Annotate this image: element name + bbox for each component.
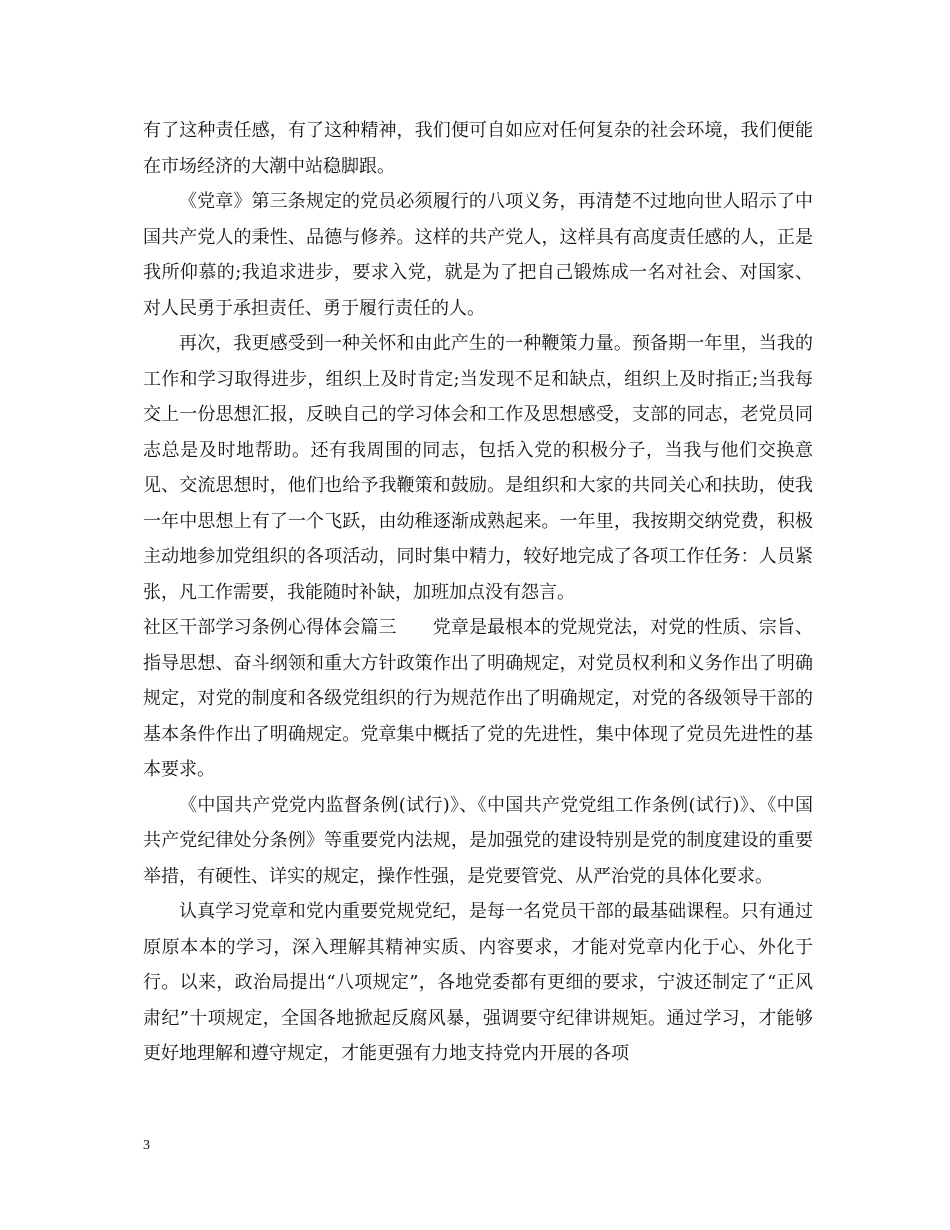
paragraph-5: 《中国共产党党内监督条例(试行)》、《中国共产党党组工作条例(试行)》、《中国共产党纪律处分条例》等重要党内法规，是加强党的建设特别是党的制度建设的重要举措，有硬性、详实的规定，操作性强，是党要管党、从严治党的具体化要求。 (143, 794, 813, 887)
paragraph-6: 认真学习党章和党内重要党规党纪，是每一名党员干部的最基础课程。只有通过原原本本的学习，深入理解其精神实质、内容要求，才能对党章内化于心、外化于行。以来，政治局提出“八项规定”，各地党委都有更细的要求，宁波还制定了“正风肃纪”十项规定，全国各地掀起反腐风暴，强调要守纪律讲规矩。通过学习，才能够更好地理解和遵守规定，才能更强有力地支持党内开展的各项 (143, 901, 813, 1064)
paragraph-4: 党章是最根本的党规党法，对党的性质、宗旨、指导思想、奋斗纲领和重大方针政策作出了明确规定，对党员权利和义务作出了明确规定，对党的制度和各级党组织的行为规范作出了明确规定，对党的各级领导干部的基本条件作出了明确规定。党章集中概括了党的先进性，集中体现了党员先进性的基本要求。 (143, 617, 814, 780)
section-heading: 社区干部学习条例心得体会篇三 (143, 617, 397, 638)
paragraph-3: 再次，我更感受到一种关怀和由此产生的一种鞭策力量。预备期一年里，当我的工作和学习取得进步，组织上及时肯定;当发现不足和缺点，组织上及时指正;当我每交上一份思想汇报，反映自己的学习体会和工作及思想感受，支部的同志，老党员同志总是及时地帮助。还有我周围的同志，包括入党的积极分子，当我与他们交换意见、交流思想时，他们也给予我鞭策和鼓励。是组织和大家的共同关心和扶助，使我一年中思想上有了一个飞跃，由幼稚逐渐成熟起来。一年里，我按期交纳党费，积极主动地参加党组织的各项活动，同时集中精力，较好地完成了各项工作任务：人员紧张，凡工作需要，我能随时补缺，加班加点没有怨言。 (143, 333, 813, 603)
paragraph-1: 有了这种责任感，有了这种精神，我们便可自如应对任何复杂的社会环境，我们便能在市场经济的大潮中站稳脚跟。 (143, 120, 813, 177)
paragraph-2: 《党章》第三条规定的党员必须履行的八项义务，再清楚不过地向世人昭示了中国共产党人的秉性、品德与修养。这样的共产党人，这样具有高度责任感的人，正是我所仰慕的;我追求进步，要求入党，就是为了把自己锻炼成一名对社会、对国家、对人民勇于承担责任、勇于履行责任的人。 (143, 191, 813, 319)
page-number: 3 (143, 1138, 150, 1153)
section-paragraph (143, 610, 813, 788)
document-body (143, 113, 813, 1072)
